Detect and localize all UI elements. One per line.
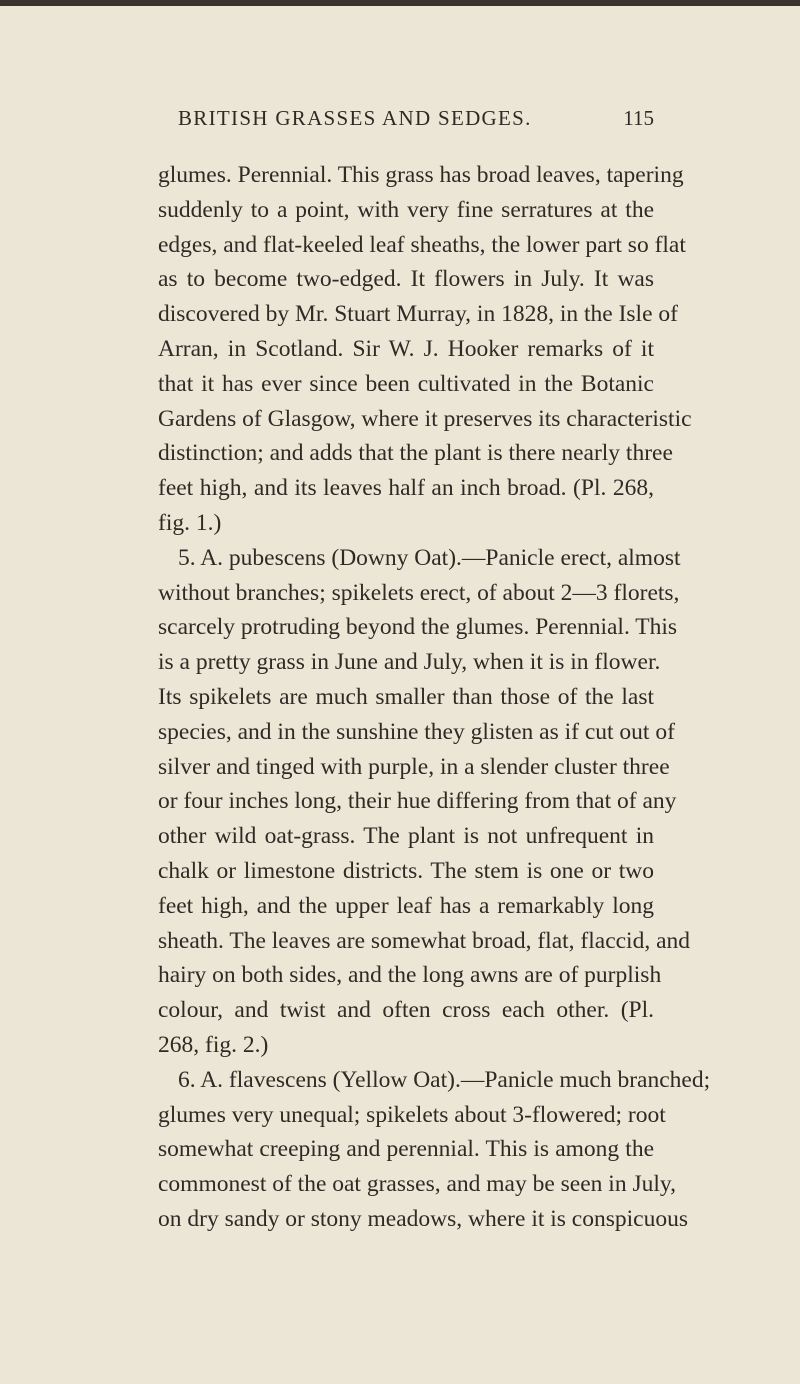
text-line: 5. A. pubescens (Downy Oat).—Panicle erect, almost	[178, 544, 681, 571]
text-line: species, and in the sunshine they glisten as if cut out of	[158, 718, 675, 745]
page-header	[158, 106, 654, 136]
text-line: fig. 1.)	[158, 509, 222, 536]
top-page-edge	[0, 0, 800, 6]
text-line: or four inches long, their hue differing from that of any	[158, 788, 677, 815]
text-line: silver and tinged with purple, in a slender cluster three	[158, 753, 670, 780]
text-line: chalk or limestone districts. The stem is one or two	[158, 857, 654, 884]
text-line: glumes very unequal; spikelets about 3-flowered; root	[158, 1101, 666, 1128]
text-line: hairy on both sides, and the long awns are of purplish	[158, 962, 662, 989]
text-line: glumes. Perennial. This grass has broad leaves, tapering	[158, 162, 684, 188]
text-line: Gardens of Glasgow, where it preserves its characteristic	[158, 405, 692, 432]
text-line: discovered by Mr. Stuart Murray, in 1828, in the Isle of	[158, 301, 678, 328]
text-line: Arran, in Scotland. Sir W. J. Hooker remarks of it	[158, 335, 654, 362]
text-line: commonest of the oat grasses, and may be seen in July,	[158, 1171, 676, 1198]
text-line: scarcely protruding beyond the glumes. Perennial. This	[158, 614, 678, 641]
text-line: without branches; spikelets erect, of about 2—3 florets,	[158, 579, 680, 606]
text-line: 6. A. flavescens (Yellow Oat).—Panicle much branched;	[178, 1066, 711, 1093]
text-line: as to become two-edged. It flowers in July. It was	[158, 266, 654, 293]
text-line: colour, and twist and often cross each other. (Pl.	[158, 997, 654, 1024]
text-line: edges, and flat-keeled leaf sheaths, the lower part so flat	[158, 231, 686, 258]
body-text	[158, 158, 711, 1237]
text-line: suddenly to a point, with very fine serratures at the	[158, 196, 654, 223]
text-line: 268, fig. 2.)	[158, 1031, 269, 1058]
page-number: 115	[623, 106, 654, 130]
text-line: feet high, and its leaves half an inch broad. (Pl. 268,	[158, 475, 654, 502]
text-line: sheath. The leaves are somewhat broad, flat, flaccid, and	[158, 927, 691, 954]
text-line: Its spikelets are much smaller than those of the last	[158, 683, 654, 710]
text-line: distinction; and adds that the plant is there nearly three	[158, 440, 673, 467]
text-line: on dry sandy or stony meadows, where it is conspicuous	[158, 1205, 688, 1232]
text-line: that it has ever since been cultivated in the Botanic	[158, 370, 654, 397]
text-line: other wild oat-grass. The plant is not unfrequent in	[158, 823, 654, 850]
text-line: feet high, and the upper leaf has a remarkably long	[158, 892, 654, 919]
text-line: somewhat creeping and perennial. This is among the	[158, 1136, 654, 1163]
text-line: is a pretty grass in June and July, when it is in flower.	[158, 649, 661, 676]
running-head: BRITISH GRASSES AND SEDGES.	[178, 106, 532, 130]
